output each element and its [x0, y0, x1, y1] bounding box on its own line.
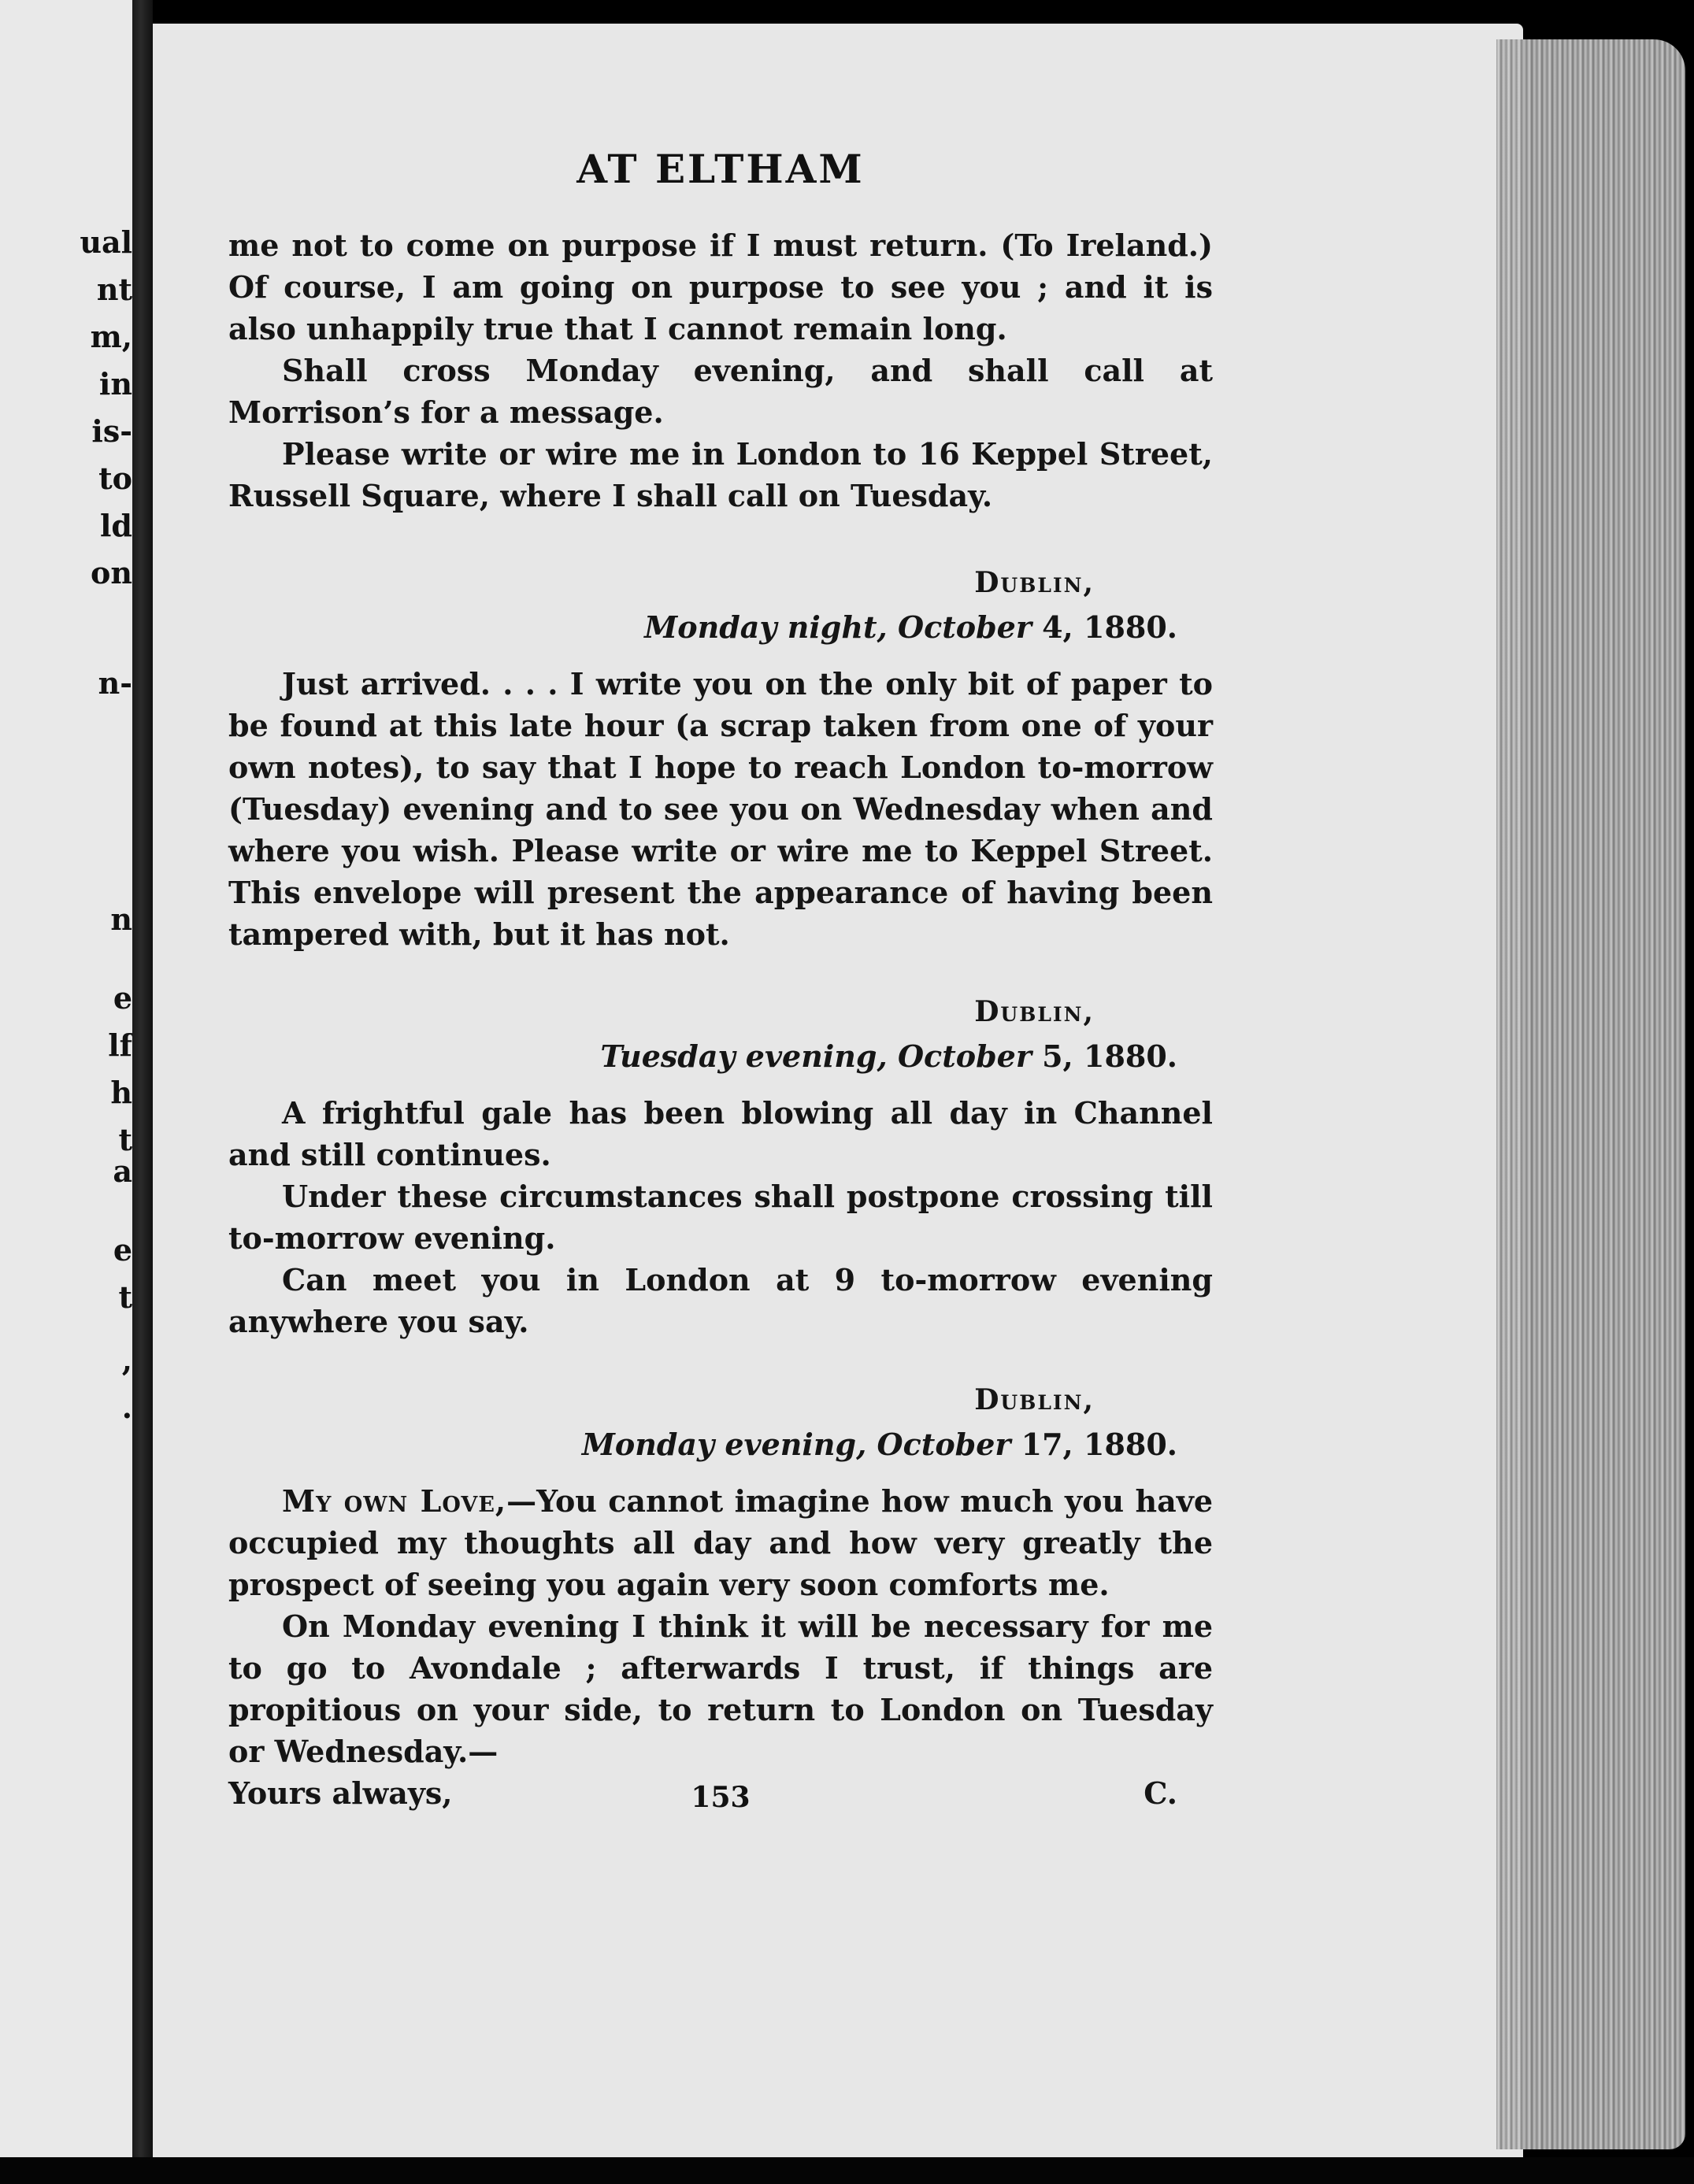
signature: C.	[1144, 1775, 1177, 1811]
letter-oct-5	[228, 990, 1213, 1342]
letter-date	[228, 1422, 1213, 1468]
paragraph: Just arrived. . . . I write you on the only bit of paper to be found at this late hour (a scrap taken from one of your own notes), to say that I hope to reach London to-morrow (Tuesday) evening and to see you on Wednesday when and where you wish. Please write or wire me to Keppel Street. This envelope will present the appearance of having been tampered with, but it has not.	[228, 666, 1213, 952]
paragraph: A frightful gale has been blowing all day in Channel and still continues.	[228, 1095, 1213, 1172]
salutation: My own Love,	[282, 1483, 507, 1519]
date-plain: 17, 1880.	[1010, 1427, 1177, 1462]
letter-date	[228, 1034, 1213, 1079]
paragraph-text: —You cannot imagine how much you have occupied my thoughts all day and how very greatly the prospect of seeing you again very soon comforts me.	[228, 1483, 1213, 1602]
letter-oct-17	[228, 1378, 1213, 1814]
date-italic: Tuesday evening, October	[600, 1038, 1032, 1074]
facing-page-text-fragment: nt	[96, 272, 132, 307]
facing-page-text-fragment: a	[113, 1153, 132, 1189]
letter-oct-4	[228, 561, 1213, 955]
facing-page-text-fragment: e	[113, 1232, 132, 1268]
letter-place: Dublin,	[974, 1383, 1095, 1416]
letter-place: Dublin,	[974, 995, 1095, 1028]
facing-page-text-fragment: n	[110, 901, 132, 937]
facing-page-text-fragment: is-	[91, 413, 132, 449]
date-plain: 5, 1880.	[1031, 1038, 1177, 1074]
letter-date	[228, 605, 1213, 650]
paragraph: Can meet you in London at 9 to-morrow evening anywhere you say.	[228, 1262, 1213, 1339]
facing-page-text-fragment: n-	[98, 665, 132, 701]
facing-page-text-fragment: e	[113, 980, 132, 1016]
date-italic: Monday night, October	[644, 609, 1032, 645]
facing-page-text-fragment: t	[118, 1279, 132, 1315]
facing-page-text-fragment: on	[91, 555, 132, 590]
page-number: 153	[691, 1781, 751, 1814]
facing-page-text-fragment: t	[118, 1122, 132, 1157]
facing-page-text-fragment: m,	[90, 319, 132, 354]
letter-continuation	[228, 224, 1213, 516]
paragraph: On Monday evening I think it will be necessary for me to go to Avondale ; afterwards I trust, if things are propitious on your side, to return to London on Tuesday or Wednesday.—	[228, 1608, 1213, 1769]
facing-page-text-fragment: .	[121, 1390, 132, 1425]
facing-page-text-fragment: in	[98, 366, 132, 402]
facing-page-text-fragment: to	[98, 461, 132, 496]
facing-page-text-fragment: h	[110, 1075, 132, 1110]
letter-place: Dublin,	[974, 566, 1095, 599]
facing-page-text-fragment: ual	[80, 224, 132, 260]
paragraph: Under these circumstances shall postpone crossing till to-morrow evening.	[228, 1179, 1213, 1256]
facing-page-left	[0, 0, 132, 2184]
paragraph	[228, 1480, 1213, 1605]
date-plain: 4, 1880.	[1031, 609, 1177, 645]
closing: Yours always,	[228, 1775, 453, 1811]
paragraph: Shall cross Monday evening, and shall call at Morrison’s for a message.	[228, 353, 1213, 430]
paragraph: me not to come on purpose if I must return. (To Ireland.) Of course, I am going on purpose to see you ; and it is also unhappily true that I cannot remain long.	[228, 228, 1213, 346]
running-head: AT ELTHAM	[576, 146, 865, 192]
page-edges	[1496, 39, 1685, 2149]
facing-page-text-fragment: lf	[108, 1027, 132, 1063]
facing-page-text-fragment: ,	[121, 1342, 132, 1378]
date-italic: Monday evening, October	[581, 1427, 1011, 1462]
bottom-shadow	[0, 2157, 1694, 2184]
book-gutter	[132, 0, 153, 2184]
facing-page-text-fragment: ld	[99, 508, 132, 543]
paragraph: Please write or wire me in London to 16 Keppel Street, Russell Square, where I shall call on Tuesday.	[228, 436, 1213, 513]
